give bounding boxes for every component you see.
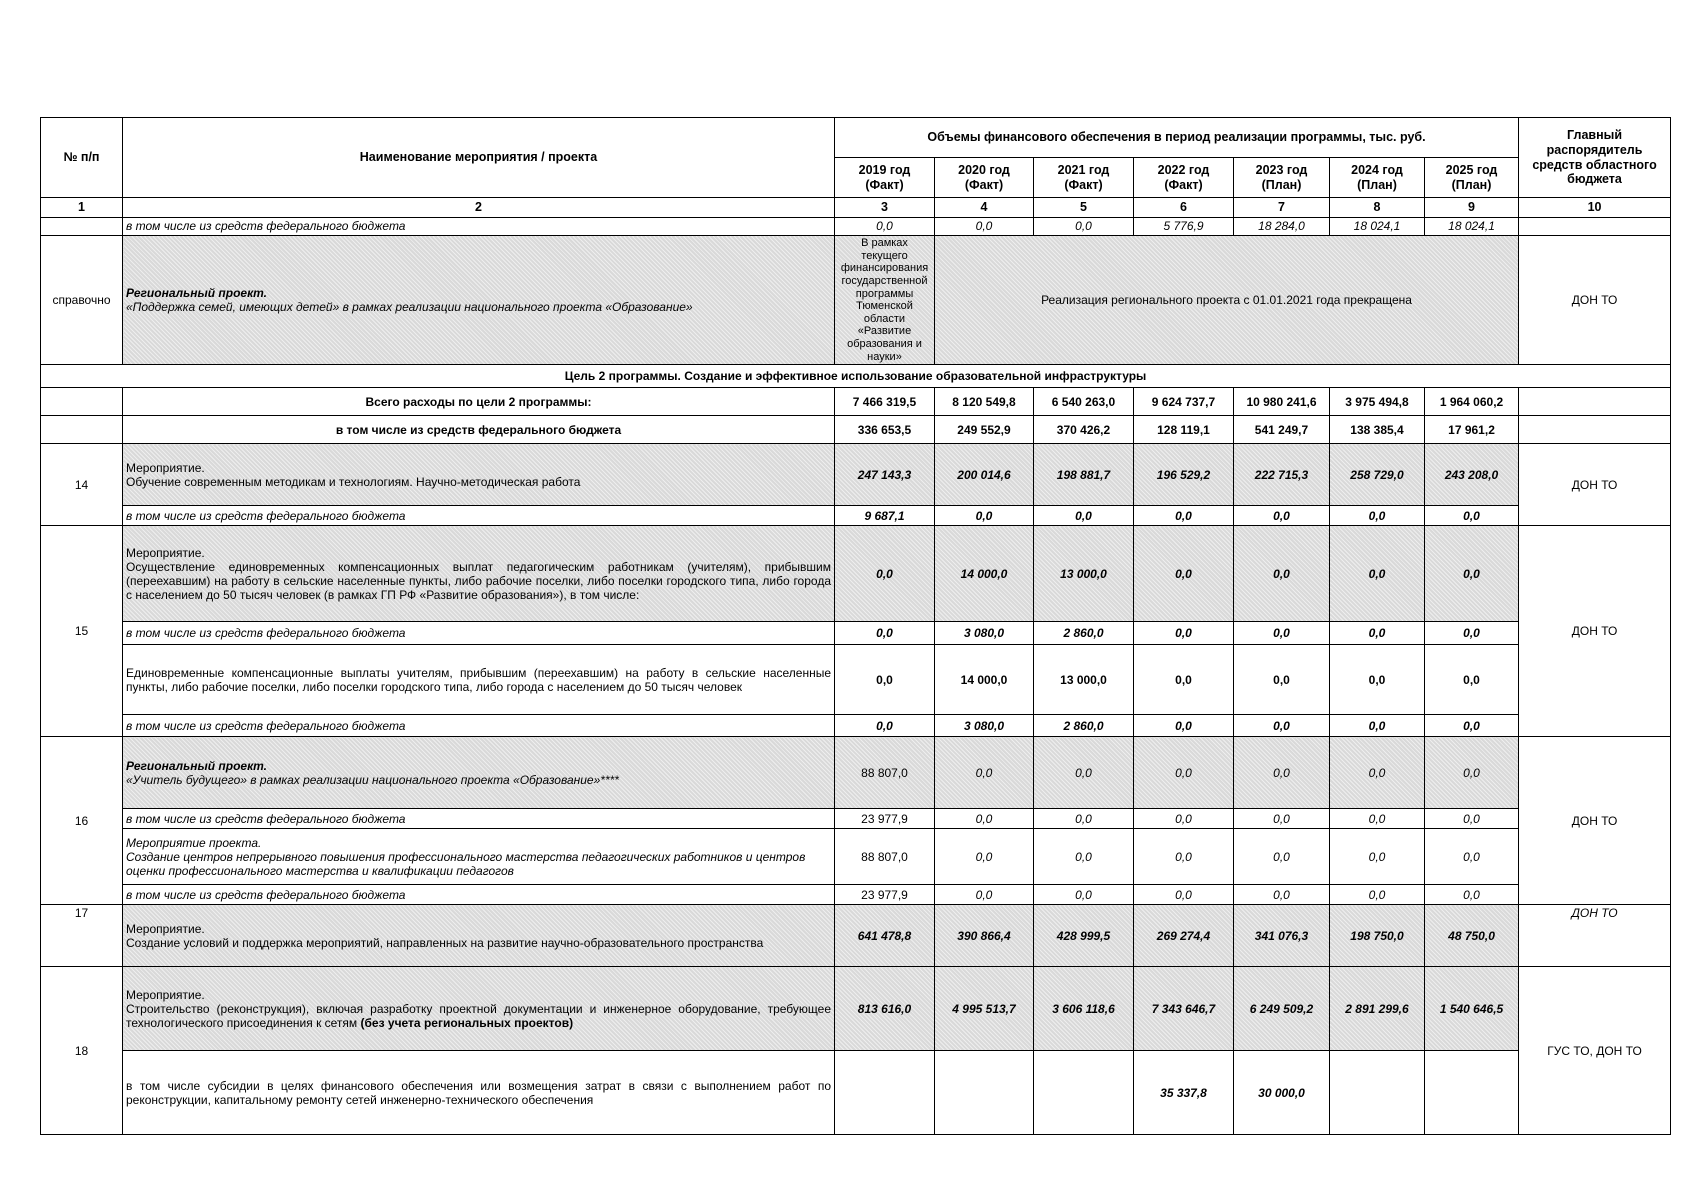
federal-label: в том числе из средств федерального бюджета [123,622,835,645]
manager-cell: ДОН ТО [1519,526,1671,737]
value-cell: 30 000,0 [1234,1051,1330,1135]
col-volumes-header: Объемы финансового обеспечения в период реализации программы, тыс. руб. [835,118,1519,158]
value-cell: 9 687,1 [835,506,935,526]
row-num-cell: 16 [41,737,123,905]
value-cell: 196 529,2 [1134,444,1234,506]
value-cell: 0,0 [1330,715,1425,737]
value-cell: 247 143,3 [835,444,935,506]
value-cell: 0,0 [1034,885,1134,905]
value-cell: 8 120 549,8 [935,388,1034,416]
value-cell [935,1051,1034,1135]
col-number: 6 [1134,198,1234,218]
value-cell: 0,0 [935,885,1034,905]
value-cell: 0,0 [1234,829,1330,885]
value-cell: 0,0 [1330,737,1425,809]
value-cell: 0,0 [1425,809,1519,829]
manager-cell [1519,218,1671,236]
total-goal-2-federal-label: в том числе из средств федерального бюджета [123,416,835,444]
col-name-header: Наименование мероприятия / проекта [123,118,835,198]
measure-18-row [41,967,1671,1051]
reference-note-rest: Реализация регионального проекта с 01.01.2021 года прекращена [935,236,1519,365]
total-goal-2-label: Всего расходы по цели 2 программы: [123,388,835,416]
row-num-cell [41,388,123,416]
measure-15-federal-row [41,622,1671,645]
project-16-federal-row [41,809,1671,829]
value-cell: 336 653,5 [835,416,935,444]
reference-project-row [41,236,1671,365]
value-cell: 0,0 [1234,885,1330,905]
value-cell: 0,0 [835,622,935,645]
measure-title: Осуществление единовременных компенсационных выплат педагогическим работникам (учителям), прибывшим (переехавшим) на работу в сельские населенные пункты, либо рабочие поселки, либо поселки городского типа, либо города с населением до 50 тысяч человек (в рамках ГП РФ «Развитие образования»), в том числе: [126,559,831,603]
value-cell: 0,0 [1134,622,1234,645]
year-header: 2023 год (План) [1234,158,1330,198]
value-cell: 6 540 263,0 [1034,388,1134,416]
reference-project-name [123,236,835,365]
value-cell: 1 540 646,5 [1425,967,1519,1051]
manager-cell: ДОН ТО [1519,236,1671,365]
value-cell: 0,0 [1234,645,1330,715]
measure-name [123,526,835,622]
project-16-sub-row [41,829,1671,885]
value-cell: 341 076,3 [1234,905,1330,967]
value-cell: 3 975 494,8 [1330,388,1425,416]
col-number: 2 [123,198,835,218]
federal-label: в том числе из средств федерального бюджета [123,809,835,829]
project-16-row [41,737,1671,809]
measure-type: Мероприятие. [126,987,205,1002]
value-cell: 0,0 [1134,737,1234,809]
value-cell: 7 343 646,7 [1134,967,1234,1051]
manager-cell: ДОН ТО [1519,444,1671,526]
goal-2-row [41,365,1671,388]
col-number: 9 [1425,198,1519,218]
value-cell: 0,0 [1234,715,1330,737]
measure-name [123,967,835,1051]
value-cell: 428 999,5 [1034,905,1134,967]
value-cell: 0,0 [1330,645,1425,715]
value-cell: 4 995 513,7 [935,967,1034,1051]
value-cell: 0,0 [1034,829,1134,885]
value-cell: 243 208,0 [1425,444,1519,506]
row-num-cell [41,218,123,236]
value-cell: 370 426,2 [1034,416,1134,444]
col-manager-header: Главный распорядитель средств областного бюджета [1519,118,1671,198]
total-goal-2-federal-row [41,416,1671,444]
value-cell: 0,0 [935,737,1034,809]
value-cell: 198 750,0 [1330,905,1425,967]
value-cell: 0,0 [1425,715,1519,737]
col-number: 8 [1330,198,1425,218]
project-name [123,737,835,809]
value-cell: 0,0 [1134,526,1234,622]
value-cell: 0,0 [835,645,935,715]
value-cell: 0,0 [1425,737,1519,809]
value-cell: 18 024,1 [1330,218,1425,236]
value-cell: 2 860,0 [1034,622,1134,645]
value-cell: 14 000,0 [935,526,1034,622]
manager-cell: ДОН ТО [1519,737,1671,905]
value-cell: 5 776,9 [1134,218,1234,236]
measure-14-federal-row [41,506,1671,526]
federal-label: в том числе из средств федерального бюджета [123,885,835,905]
value-cell: 0,0 [1134,829,1234,885]
row-num-cell [41,416,123,444]
row-num-cell: справочно [41,236,123,365]
col-num-header: № п/п [41,118,123,198]
row-num-cell: 18 [41,967,123,1135]
value-cell [1330,1051,1425,1135]
measure-title: Обучение современным методикам и технологиям. Научно-методическая работа [126,474,581,489]
value-cell: 3 080,0 [935,715,1034,737]
value-cell: 48 750,0 [1425,905,1519,967]
value-cell: 35 337,8 [1134,1051,1234,1135]
value-cell: 14 000,0 [935,645,1034,715]
value-cell: 23 977,9 [835,809,935,829]
federal-label: в том числе из средств федерального бюджета [123,715,835,737]
reference-note-2019: В рамках текущего финансирования государственной программы Тюменской области «Развитие образования и науки» [835,236,935,365]
value-cell: 0,0 [1425,829,1519,885]
project-sub-name [123,829,835,885]
value-cell: 3 606 118,6 [1034,967,1134,1051]
measure-sub-name: в том числе субсидии в целях финансового обеспечения или возмещения затрат в связи с выполнением работ по реконструкции, капитальному ремонту сетей инженерно-технического обеспечения [123,1051,835,1135]
project-subtitle: «Учитель будущего» в рамках реализации национального проекта «Образование»**** [126,772,619,787]
goal-2-title: Цель 2 программы. Создание и эффективное использование образовательной инфраструктуры [41,365,1671,388]
manager-cell: ГУС ТО, ДОН ТО [1519,967,1671,1135]
row-num-cell: 14 [41,444,123,526]
value-cell: 0,0 [1425,622,1519,645]
col-number: 7 [1234,198,1330,218]
value-cell: 258 729,0 [1330,444,1425,506]
federal-label: в том числе из средств федерального бюджета [123,218,835,236]
value-cell: 249 552,9 [935,416,1034,444]
value-cell: 0,0 [1034,506,1134,526]
value-cell: 0,0 [1234,809,1330,829]
value-cell: 0,0 [835,715,935,737]
value-cell: 541 249,7 [1234,416,1330,444]
value-cell: 0,0 [1330,885,1425,905]
value-cell: 0,0 [1425,526,1519,622]
value-cell: 0,0 [935,829,1034,885]
value-cell: 0,0 [1034,218,1134,236]
header-row-1 [41,118,1671,158]
value-cell: 18 284,0 [1234,218,1330,236]
measure-14-row [41,444,1671,506]
value-cell: 198 881,7 [1034,444,1134,506]
measure-title-text: Строительство (реконструкция), включая разработку проектной документации и инженерное оборудование, требующее технологического присоединения к сетям [126,1001,831,1030]
value-cell: 138 385,4 [1330,416,1425,444]
year-header: 2025 год (План) [1425,158,1519,198]
project-title: Региональный проект. [126,286,267,301]
col-number: 3 [835,198,935,218]
value-cell: 0,0 [1134,715,1234,737]
value-cell: 18 024,1 [1425,218,1519,236]
value-cell: 2 891 299,6 [1330,967,1425,1051]
value-cell: 0,0 [1234,506,1330,526]
value-cell: 0,0 [1134,645,1234,715]
budget-table [40,117,1671,1135]
measure-sub-name: Единовременные компенсационные выплаты учителям, прибывшим (переехавшим) на работу в сельские населенные пункты, либо рабочие поселки, либо поселки городского типа, либо города с населением до 50 тысяч человек [123,645,835,715]
value-cell: 0,0 [935,506,1034,526]
measure-title-note: (без учета региональных проектов) [360,1015,574,1030]
year-header: 2019 год (Факт) [835,158,935,198]
manager-cell [1519,388,1671,416]
value-cell: 0,0 [835,218,935,236]
value-cell: 13 000,0 [1034,526,1134,622]
measure-type: Мероприятие. [126,921,205,936]
measure-18-sub-row [41,1051,1671,1135]
budget-table-sheet [40,117,1670,1135]
year-header: 2024 год (План) [1330,158,1425,198]
measure-15-sub-federal-row [41,715,1671,737]
value-cell: 9 624 737,7 [1134,388,1234,416]
row-num-cell: 17 [41,905,123,967]
value-cell: 200 014,6 [935,444,1034,506]
value-cell: 88 807,0 [835,737,935,809]
value-cell: 0,0 [935,809,1034,829]
value-cell: 0,0 [1425,645,1519,715]
value-cell: 23 977,9 [835,885,935,905]
col-number: 5 [1034,198,1134,218]
value-cell: 0,0 [1234,526,1330,622]
measure-title: Создание условий и поддержка мероприятий, направленных на развитие научно-образовательного пространства [126,935,764,950]
total-goal-2-row [41,388,1671,416]
value-cell: 7 466 319,5 [835,388,935,416]
value-cell: 6 249 509,2 [1234,967,1330,1051]
measure-17-row [41,905,1671,967]
value-cell: 390 866,4 [935,905,1034,967]
value-cell: 0,0 [1330,506,1425,526]
federal-row-continuation [41,218,1671,236]
project-title: Региональный проект. [126,758,267,773]
column-numbers-row [41,198,1671,218]
measure-15-sub-row [41,645,1671,715]
measure-15-row [41,526,1671,622]
value-cell: 0,0 [835,526,935,622]
manager-cell: ДОН ТО [1519,905,1671,967]
row-num-cell: 15 [41,526,123,737]
project-subtitle: «Поддержка семей, имеющих детей» в рамках реализации национального проекта «Образование» [126,300,693,315]
value-cell: 0,0 [1330,526,1425,622]
value-cell: 0,0 [1234,737,1330,809]
measure-type: Мероприятие. [126,460,205,475]
value-cell: 0,0 [1330,809,1425,829]
value-cell: 0,0 [1034,737,1134,809]
value-cell: 10 980 241,6 [1234,388,1330,416]
value-cell: 3 080,0 [935,622,1034,645]
value-cell: 2 860,0 [1034,715,1134,737]
value-cell: 222 715,3 [1234,444,1330,506]
measure-name [123,444,835,506]
value-cell: 0,0 [1234,622,1330,645]
col-number: 4 [935,198,1034,218]
col-number: 1 [41,198,123,218]
value-cell: 641 478,8 [835,905,935,967]
col-number: 10 [1519,198,1671,218]
value-cell: 269 274,4 [1134,905,1234,967]
project-16-sub-federal-row [41,885,1671,905]
value-cell: 0,0 [1134,506,1234,526]
year-header: 2021 год (Факт) [1034,158,1134,198]
measure-title [126,1002,831,1030]
value-cell: 128 119,1 [1134,416,1234,444]
value-cell: 0,0 [1134,885,1234,905]
value-cell: 0,0 [1330,829,1425,885]
value-cell [835,1051,935,1135]
value-cell: 0,0 [1134,809,1234,829]
project-sub-title: Создание центров непрерывного повышения профессионального мастерства педагогических работников и центров оценки профессионального мастерства и квалификации педагогов [126,849,806,878]
federal-label: в том числе из средств федерального бюджета [123,506,835,526]
year-header: 2022 год (Факт) [1134,158,1234,198]
value-cell: 0,0 [1425,885,1519,905]
year-header: 2020 год (Факт) [935,158,1034,198]
value-cell [1425,1051,1519,1135]
value-cell: 1 964 060,2 [1425,388,1519,416]
value-cell: 0,0 [1425,506,1519,526]
value-cell: 0,0 [935,218,1034,236]
value-cell: 13 000,0 [1034,645,1134,715]
value-cell: 0,0 [1034,809,1134,829]
manager-cell [1519,416,1671,444]
value-cell: 0,0 [1330,622,1425,645]
value-cell: 813 616,0 [835,967,935,1051]
measure-name [123,905,835,967]
value-cell: 88 807,0 [835,829,935,885]
value-cell [1034,1051,1134,1135]
value-cell: 17 961,2 [1425,416,1519,444]
project-sub-type: Мероприятие проекта. [126,835,262,850]
measure-type: Мероприятие. [126,545,205,560]
